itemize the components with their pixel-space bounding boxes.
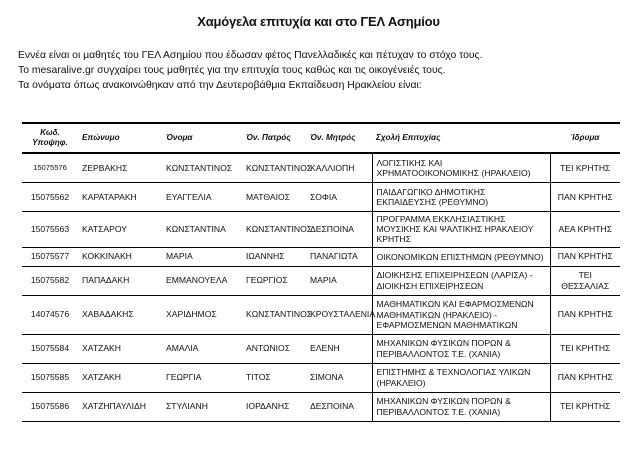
cell-mother: ΚΑΛΛΙΟΠΗ	[306, 153, 372, 183]
cell-school: ΠΑΙΔΑΓΩΓΙΚΟ ΔΗΜΟΤΙΚΗΣ ΕΚΠΑΙΔΕΥΣΗΣ (ΡΕΘΥΜΝΟ)	[372, 183, 550, 212]
cell-institution: ΤΕΙ ΚΡΗΤΗΣ	[550, 334, 620, 363]
header-father: Όν. Πατρός	[242, 123, 306, 153]
cell-surname: ΧΑΒΑΔΑΚΗΣ	[78, 295, 162, 334]
cell-surname: ΧΑΤΖΑΚΗ	[78, 363, 162, 392]
cell-school: ΟΙΚΟΝΟΜΙΚΩΝ ΕΠΙΣΤΗΜΩΝ (ΡΕΘΥΜΝΟ)	[372, 247, 550, 266]
cell-code: 15075586	[22, 392, 78, 421]
cell-mother: ΕΛΕΝΗ	[306, 334, 372, 363]
cell-institution: ΤΕΙ ΚΡΗΤΗΣ	[550, 153, 620, 183]
cell-code: 15075582	[22, 266, 78, 295]
cell-mother: ΚΡΟΥΣΤΑΛΕΝΙΑ	[306, 295, 372, 334]
results-table	[22, 122, 620, 422]
table-header-row	[22, 123, 620, 153]
cell-father: ΙΩΑΝΝΗΣ	[242, 247, 306, 266]
cell-institution: ΑΕΑ ΚΡΗΤΗΣ	[550, 212, 620, 248]
cell-name: ΕΥΑΓΓΕΛΙΑ	[162, 183, 242, 212]
intro-line: Τα ονόματα όπως ανακοινώθηκαν από την Δευτεροβάθμια Εκπαίδευση Ηρακλείου είναι:	[18, 80, 422, 91]
cell-father: ΓΕΩΡΓΙΟΣ	[242, 266, 306, 295]
cell-name: ΣΤΥΛΙΑΝΗ	[162, 392, 242, 421]
cell-school: ΜΗΧΑΝΙΚΩΝ ΦΥΣΙΚΩΝ ΠΟΡΩΝ & ΠΕΡΙΒΑΛΛΟΝΤΟΣ Τ.Ε. (ΧΑΝΙΑ)	[372, 334, 550, 363]
table-row	[22, 392, 620, 421]
cell-school: ΔΙΟΙΚΗΣΗΣ ΕΠΙΧΕΙΡΗΣΕΩΝ (ΛΑΡΙΣΑ) - ΔΙΟΙΚΗΣΗ ΕΠΙΧΕΙΡΗΣΕΩΝ	[372, 266, 550, 295]
intro-line: Εννέα είναι οι μαθητές του ΓΕΛ Ασημίου που έδωσαν φέτος Πανελλαδικές και πέτυχαν το στόχο τους.	[18, 50, 483, 61]
cell-code: 15075585	[22, 363, 78, 392]
cell-code: 15075562	[22, 183, 78, 212]
cell-mother: ΠΑΝΑΓΙΩΤΑ	[306, 247, 372, 266]
table-row	[22, 363, 620, 392]
cell-institution: ΠΑΝ ΚΡΗΤΗΣ	[550, 363, 620, 392]
cell-school: ΜΑΘΗΜΑΤΙΚΩΝ ΚΑΙ ΕΦΑΡΜΟΣΜΕΝΩΝ ΜΑΘΗΜΑΤΙΚΩΝ (ΗΡΑΚΛΕΙΟ) - ΕΦΑΡΜΟΣΜΕΝΩΝ ΜΑΘΗΜΑΤΙΚΩΝ	[372, 295, 550, 334]
cell-name: ΕΜΜΑΝΟΥΕΛΑ	[162, 266, 242, 295]
cell-surname: ΚΟΚΚΙΝΑΚΗ	[78, 247, 162, 266]
header-institution: Ίδρυμα	[550, 123, 620, 153]
cell-mother: ΣΙΜΟΝΑ	[306, 363, 372, 392]
header-school: Σχολή Επιτυχίας	[372, 123, 550, 153]
cell-mother: ΔΕΣΠΟΙΝΑ	[306, 212, 372, 248]
cell-institution: ΤΕΙ ΚΡΗΤΗΣ	[550, 392, 620, 421]
cell-institution: ΠΑΝ ΚΡΗΤΗΣ	[550, 295, 620, 334]
cell-mother: ΔΕΣΠΟΙΝΑ	[306, 392, 372, 421]
cell-father: ΜΑΤΘΑΙΟΣ	[242, 183, 306, 212]
header-name: Όνομα	[162, 123, 242, 153]
cell-father: ΑΝΤΩΝΙΟΣ	[242, 334, 306, 363]
table-row	[22, 334, 620, 363]
cell-father: ΙΟΡΔΑΝΗΣ	[242, 392, 306, 421]
cell-surname: ΚΑΡΑΤΑΡΑΚΗ	[78, 183, 162, 212]
cell-name: ΜΑΡΙΑ	[162, 247, 242, 266]
cell-surname: ΖΕΡΒΑΚΗΣ	[78, 153, 162, 183]
table-row	[22, 212, 620, 248]
cell-school: ΠΡΟΓΡΑΜΜΑ ΕΚΚΛΗΣΙΑΣΤΙΚΗΣ ΜΟΥΣΙΚΗΣ ΚΑΙ ΨΑΛΤΙΚΗΣ ΗΡΑΚΛΕΙΟΥ ΚΡΗΤΗΣ	[372, 212, 550, 248]
table-row	[22, 153, 620, 183]
table-row	[22, 183, 620, 212]
cell-surname: ΧΑΤΖΗΠΑΥΛΙΔΗ	[78, 392, 162, 421]
cell-institution: ΠΑΝ ΚΡΗΤΗΣ	[550, 247, 620, 266]
cell-institution: ΤΕΙ ΘΕΣΣΑΛΙΑΣ	[550, 266, 620, 295]
intro-line: Το mesaralive.gr συγχαίρει τους μαθητές για την επιτυχία τους καθώς και τις οικογένειές τους.	[18, 65, 446, 76]
table-row	[22, 247, 620, 266]
cell-name: ΚΩΝΣΤΑΝΤΙΝΑ	[162, 212, 242, 248]
cell-name: ΓΕΩΡΓΙΑ	[162, 363, 242, 392]
intro-paragraph	[18, 48, 628, 93]
cell-school: ΛΟΓΙΣΤΙΚΗΣ ΚΑΙ ΧΡΗΜΑΤΟΟΙΚΟΝΟΜΙΚΗΣ (ΗΡΑΚΛΕΙΟ)	[372, 153, 550, 183]
cell-father: ΚΩΝΣΤΑΝΤΙΝΟΣ	[242, 295, 306, 334]
cell-father: ΚΩΝΣΤΑΝΤΙΝΟΣ	[242, 153, 306, 183]
cell-surname: ΚΑΤΣΑΡΟΥ	[78, 212, 162, 248]
header-surname: Επώνυμο	[78, 123, 162, 153]
cell-code: 14074576	[22, 295, 78, 334]
cell-school: ΜΗΧΑΝΙΚΩΝ ΦΥΣΙΚΩΝ ΠΟΡΩΝ & ΠΕΡΙΒΑΛΛΟΝΤΟΣ Τ.Ε. (ΧΑΝΙΑ)	[372, 392, 550, 421]
cell-father: ΤΙΤΟΣ	[242, 363, 306, 392]
header-code: Κωδ. Υποψηφ.	[22, 123, 78, 153]
cell-school: ΕΠΙΣΤΗΜΗΣ & ΤΕΧΝΟΛΟΓΙΑΣ ΥΛΙΚΩΝ (ΗΡΑΚΛΕΙΟ)	[372, 363, 550, 392]
cell-code: 15075577	[22, 247, 78, 266]
cell-mother: ΜΑΡΙΑ	[306, 266, 372, 295]
cell-mother: ΣΟΦΙΑ	[306, 183, 372, 212]
table-row	[22, 295, 620, 334]
cell-name: ΧΑΡΙΔΗΜΟΣ	[162, 295, 242, 334]
cell-institution: ΠΑΝ ΚΡΗΤΗΣ	[550, 183, 620, 212]
cell-father: ΚΩΝΣΤΑΝΤΙΝΟΣ	[242, 212, 306, 248]
page-title: Χαμόγελα επιτυχία και στο ΓΕΛ Ασημίου	[197, 14, 440, 29]
table-row	[22, 266, 620, 295]
cell-name: ΑΜΑΛΙΑ	[162, 334, 242, 363]
cell-surname: ΧΑΤΖΑΚΗ	[78, 334, 162, 363]
cell-code: 15075563	[22, 212, 78, 248]
cell-surname: ΠΑΠΑΔΑΚΗ	[78, 266, 162, 295]
cell-name: ΚΩΝΣΤΑΝΤΙΝΟΣ	[162, 153, 242, 183]
cell-code: 15075584	[22, 334, 78, 363]
cell-code: 15075576	[22, 153, 78, 183]
header-mother: Όν. Μητρός	[306, 123, 372, 153]
